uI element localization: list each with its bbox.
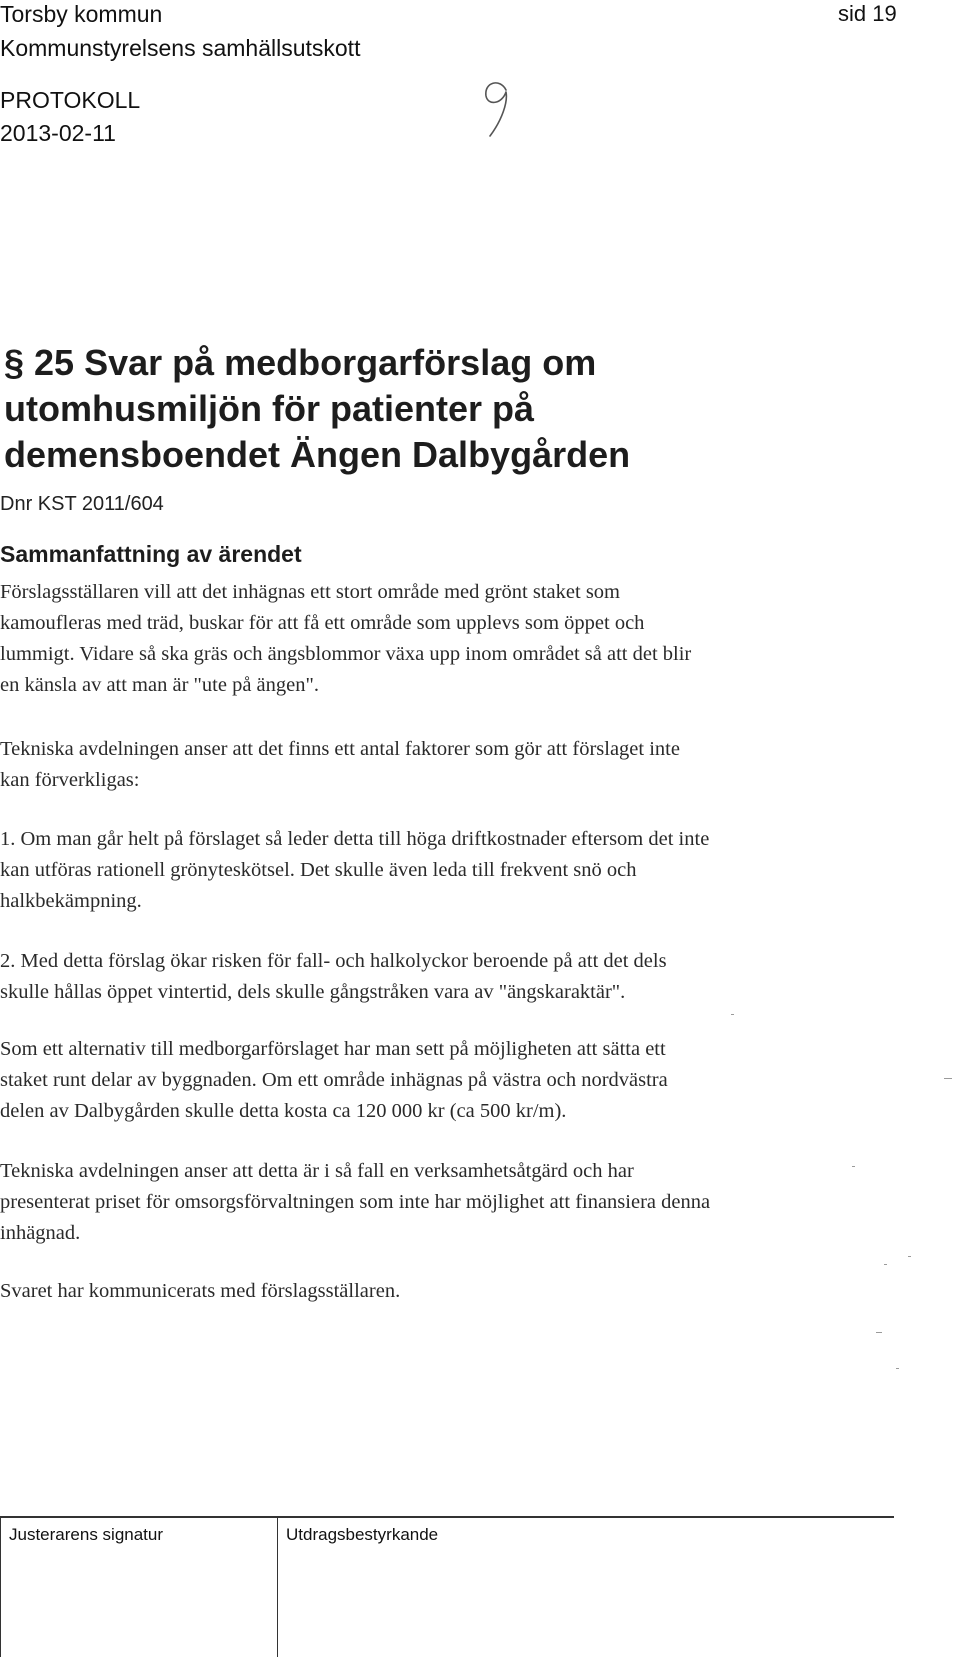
- scan-speck: [731, 1014, 734, 1015]
- list-item-2: [0, 946, 667, 1008]
- text-line: kamoufleras med träd, buskar för att få ett område som upplevs som öppet och: [0, 612, 645, 634]
- text-line: Svaret har kommunicerats med förslagsställaren.: [0, 1280, 401, 1302]
- committee-name: Kommunstyrelsens samhällsutskott: [0, 35, 361, 61]
- page-number: sid 19: [838, 1, 897, 26]
- text-line: kan utföras rationell grönyteskötsel. Det skulle även leda till frekvent snö och: [0, 859, 637, 881]
- body-paragraph: [0, 734, 680, 796]
- body-paragraph: [0, 1156, 710, 1249]
- scan-speck: [884, 1264, 887, 1265]
- adjuster-signature-field: [0, 1518, 277, 1657]
- text-line: delen av Dalbygården skulle detta kosta ca 120 000 kr (ca 500 kr/m).: [0, 1100, 567, 1122]
- text-line: Förslagsställaren vill att det inhägnas ett stort område med grönt staket som: [0, 581, 620, 603]
- adjuster-signature-label: Justerarens signatur: [9, 1525, 164, 1544]
- summary-heading: Sammanfattning av ärendet: [0, 541, 302, 567]
- text-line: en känsla av att man är "ute på ängen".: [0, 674, 319, 696]
- meeting-date: 2013-02-11: [0, 120, 116, 146]
- text-line: lummigt. Vidare så ska gräs och ängsblommor växa upp inom området så att det blir: [0, 643, 692, 665]
- text-line: Tekniska avdelningen anser att det finns ett antal faktorer som gör att förslaget inte: [0, 738, 680, 760]
- text-line: 1. Om man går helt på förslaget så leder detta till höga driftkostnader eftersom det inte: [0, 828, 710, 850]
- list-item-1: [0, 824, 709, 917]
- body-paragraph: [0, 577, 691, 701]
- scan-speck: [876, 1332, 882, 1333]
- closing-statement: [0, 1276, 400, 1307]
- text-line: Tekniska avdelningen anser att detta är i så fall en verksamhetsåtgärd och har: [0, 1160, 634, 1182]
- handwritten-page-mark: [478, 76, 518, 140]
- text-line: staket runt delar av byggnaden. Om ett område inhägnas på västra och nordvästra: [0, 1069, 668, 1091]
- scan-speck: [944, 1078, 952, 1079]
- signature-table: [0, 1516, 894, 1655]
- text-line: inhägnad.: [0, 1222, 81, 1244]
- text-line: halkbekämpning.: [0, 890, 142, 912]
- organization-name: Torsby kommun: [0, 1, 163, 27]
- scan-speck: [896, 1368, 899, 1369]
- body-paragraph: [0, 1034, 668, 1127]
- case-title-line: demensboendet Ängen Dalbygården: [4, 434, 631, 475]
- case-title-line: utomhusmiljön för patienter på: [4, 388, 535, 429]
- text-line: kan förverkligas:: [0, 769, 140, 791]
- text-line: presenterat priset för omsorgsförvaltningen som inte har möjlighet att finansiera denna: [0, 1191, 711, 1213]
- extract-certification-field: [277, 1518, 894, 1657]
- extract-certification-label: Utdragsbestyrkande: [286, 1525, 439, 1544]
- diary-number: Dnr KST 2011/604: [0, 493, 164, 515]
- text-line: skulle hållas öppet vintertid, dels skulle gångstråken vara av "ängskaraktär".: [0, 981, 626, 1003]
- scan-speck: [908, 1256, 911, 1257]
- case-title: [4, 340, 904, 478]
- document-type: PROTOKOLL: [0, 87, 141, 113]
- scan-speck: [852, 1166, 855, 1167]
- text-line: 2. Med detta förslag ökar risken för fall- och halkolyckor beroende på att det dels: [0, 950, 667, 972]
- case-title-line: § 25 Svar på medborgarförslag om: [4, 342, 597, 383]
- text-line: Som ett alternativ till medborgarförslaget har man sett på möjligheten att sätta ett: [0, 1038, 666, 1060]
